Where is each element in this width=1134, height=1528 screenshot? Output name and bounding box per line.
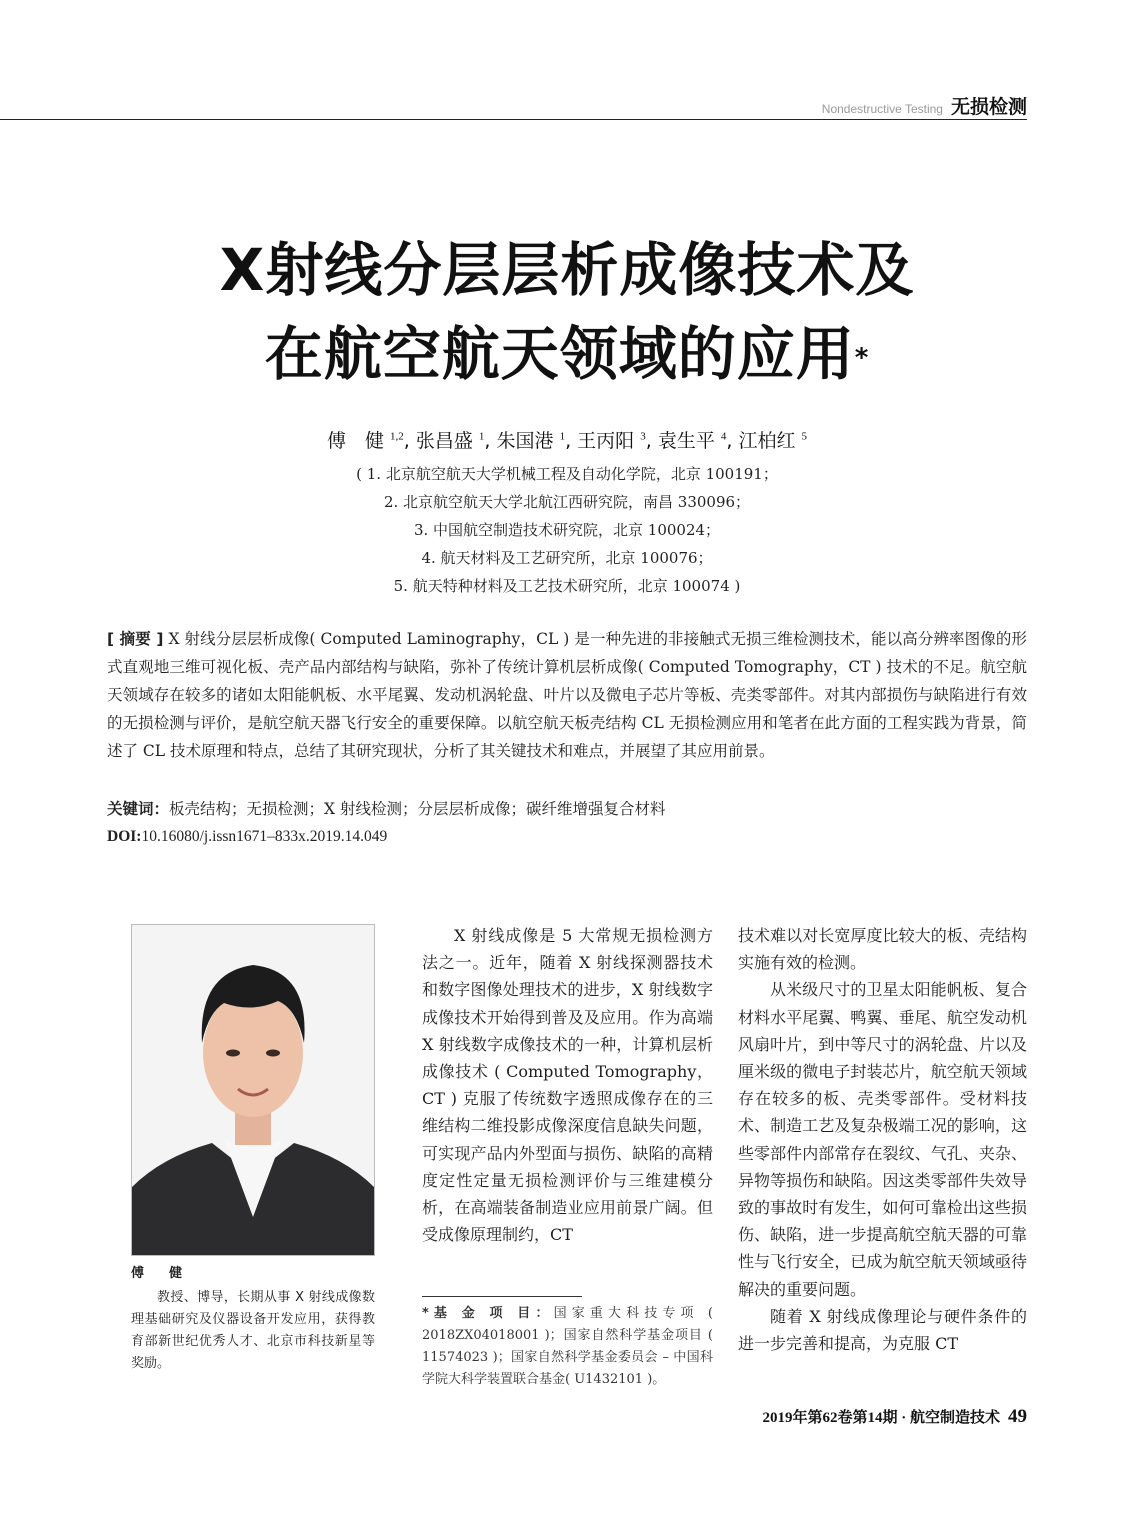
author: 袁生平 $^4$ [657, 430, 727, 452]
title-line-2 [0, 312, 1134, 396]
body-column-1 [422, 922, 713, 1248]
paragraph: 随着 X 射线成像理论与硬件条件的进一步完善和提高，为克服 CT [738, 1306, 1027, 1354]
paragraph: 从米级尺寸的卫星太阳能帆板、复合材料水平尾翼、鸭翼、垂尾、航空发动机风扇叶片，到中等尺寸的涡轮盘、片以及厘米级的微电子封装芯片，航空航天领域存在较多的板、壳类零部件。受材料技术、制造工艺及复杂极端工况的影响，这些零部件内部常存在裂纹、气孔、夹杂、异物等损伤和缺陷。因这类零部件失效导致的事故时有发生，如何可靠检出这些损伤、缺陷，进一步提高航空航天器的可靠性与飞行安全，已成为航空航天领域亟待解决的重要问题。 [738, 980, 1027, 1299]
author: 王丙阳 $^3$ [577, 430, 646, 452]
body-column-2 [738, 922, 1027, 1357]
abstract [107, 625, 1027, 765]
title-line-1: X射线分层层析成像技术及 [219, 236, 915, 304]
funding-note [422, 1303, 713, 1391]
doi-label: DOI: [107, 828, 142, 845]
funding-text: 国家重大科技专项 ( 2018ZX04018001 )；国家自然科学基金项目 ( 11574023 )；国家自然科学基金委员会 – 中国科学院大科学装置联合基金( U1432101 )。 [422, 1306, 713, 1387]
footnote-rule [422, 1296, 582, 1297]
bio-name: 傅 健 [131, 1266, 189, 1281]
keywords-label: 关键词： [107, 800, 170, 818]
title-line-2-text: 在航空航天领域的应用 [264, 320, 855, 388]
keywords-text: 板壳结构；无损检测；X 射线检测；分层层析成像；碳纤维增强复合材料 [169, 800, 666, 818]
paragraph: X 射线成像是 5 大常规无损检测方法之一。近年，随着 X 射线探测器技术和数字图像处理技术的进步，X 射线数字成像技术开始得到普及及应用。作为高端 X 射线数字成像技术的一种，计算机层析成像技术 ( Computed Tomography，CT ) 克服了传统数字透照成像存在的三维结构二维投影成像深度信息缺失问题，可实现产品内外型面与损伤、缺陷的高精度定性定量无损检测评价与三维建模分析，在高端装备制造业应用前景广阔。但受成像原理制约，CT [422, 926, 713, 1245]
author: 傅 健 $^{1,2}$ [326, 430, 404, 452]
header-rule [0, 119, 1027, 120]
journal-info: 2019年第62卷第14期 · 航空制造技术 [762, 1410, 1000, 1426]
affiliation: 3. 中国航空制造技术研究院，北京 100024； [413, 521, 721, 539]
portrait-illustration [132, 925, 374, 1255]
paragraph: 技术难以对长宽厚度比较大的板、壳结构实施有效的检测。 [738, 926, 1027, 973]
abstract-text: X 射线分层层析成像( Computed Laminography，CL ) 是一种先进的非接触式无损三维检测技术，能以高分辨率图像的形式直观地三维可视化板、壳产品内部结构与缺陷，弥补了传统计算机层析成像( Computed Tomography，CT ) 技术的不足。航空航天领域存在较多的诸如太阳能帆板、水平尾翼、发动机涡轮盘、叶片以及微电子芯片等板、壳类零部件。对其内部损伤与缺陷进行有效的无损检测与评价，是航空航天器飞行安全的重要保障。以航空航天板壳结构 CL 无损检测应用和笔者在此方面的工程实践为背景，简述了 CL 技术原理和特点，总结了其研究现状，分析了其关键技术和难点，并展望了其应用前景。 [107, 630, 1027, 760]
page-footer [762, 1406, 1027, 1428]
affiliation: 4. 航天材料及工艺研究所，北京 100076； [421, 549, 713, 567]
affiliation: 2. 北京航空航天大学北航江西研究院，南昌 330096； [383, 493, 751, 511]
running-header [822, 92, 1027, 119]
author: 朱国港 $^1$ [496, 430, 566, 452]
author-list: 傅 健 $^{1,2}$, 张昌盛 $^1$, 朱国港 $^1$, 王丙阳 $^3$, 袁生平 $^4$, 江柏红 $^5$ [326, 430, 808, 452]
article-title [0, 228, 1134, 396]
doi-value: 10.16080/j.issn1671–833x.2019.14.049 [141, 828, 388, 845]
section-name-cn: 无损检测 [950, 96, 1027, 118]
affiliation-list [0, 460, 1134, 600]
section-name-en: Nondestructive Testing [821, 102, 943, 116]
abstract-label: [ 摘要 ] [107, 630, 164, 648]
funding-label: *基 金 项 目： [422, 1306, 554, 1321]
author: 张昌盛 $^1$ [415, 430, 485, 452]
author-photo [131, 924, 375, 1256]
bio-text: 教授、博导，长期从事 X 射线成像数理基础研究及仪器设备开发应用，获得教育部新世纪优秀人才、北京市科技新星等奖励。 [131, 1290, 375, 1371]
page-number: 49 [1008, 1406, 1027, 1427]
doi [107, 823, 387, 851]
affiliation: ( 1. 北京航空航天大学机械工程及自动化学院，北京 100191； [356, 465, 778, 483]
affiliation: 5. 航天特种材料及工艺技术研究所，北京 100074 ) [393, 577, 741, 595]
author-bio [131, 1263, 375, 1375]
title-footnote-mark: * [854, 343, 870, 373]
keywords [107, 795, 1027, 823]
author: 江柏红 $^5$ [738, 430, 808, 452]
